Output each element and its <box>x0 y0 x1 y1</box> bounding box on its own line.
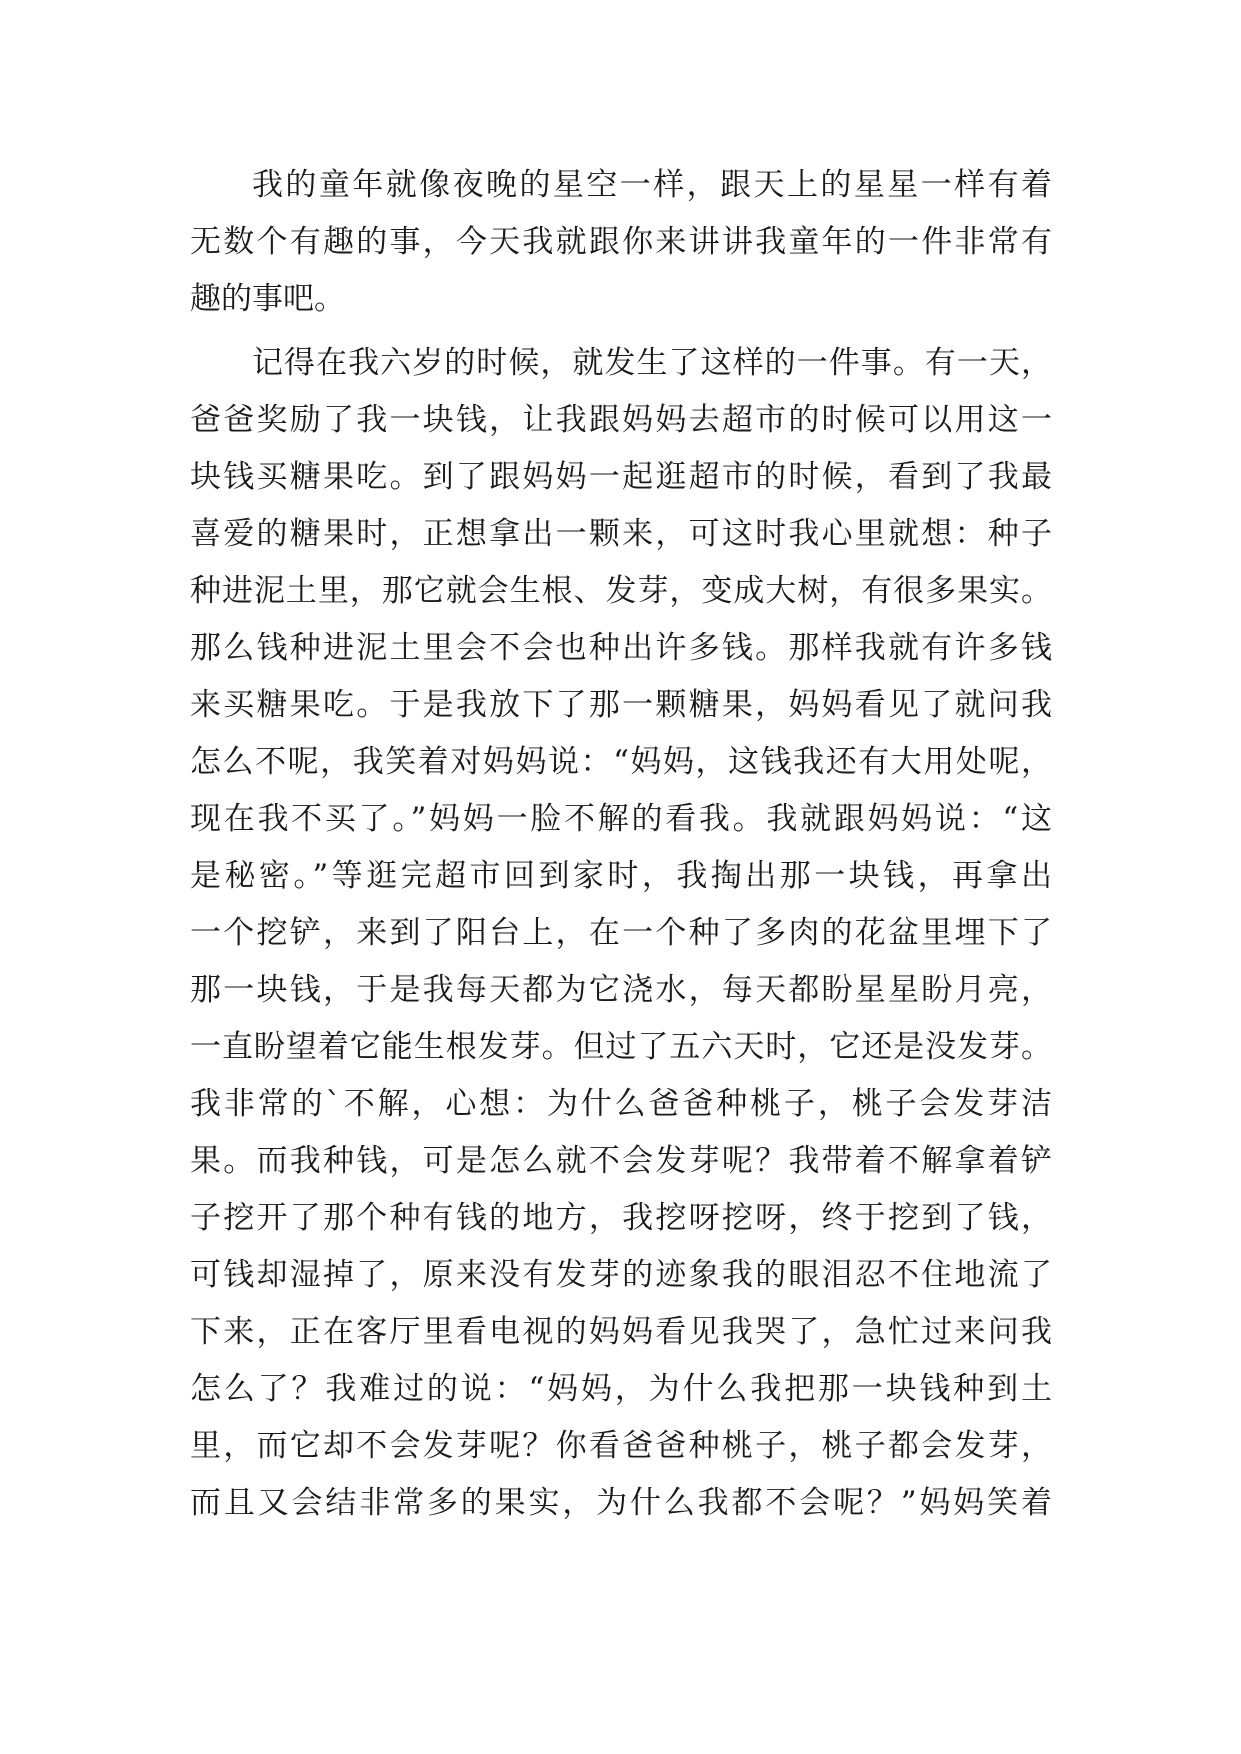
text-line: 那么钱种进泥土里会不会也种出许多钱。那样我就有许多钱 <box>190 630 1052 666</box>
text-line: 那一块钱，于是我每天都为它浇水，每天都盼星星盼月亮， <box>190 972 1052 1008</box>
document-body <box>190 157 1052 1589</box>
text-line: 来买糖果吃。于是我放下了那一颗糖果，妈妈看见了就问我 <box>190 687 1052 723</box>
text-line: 块钱买糖果吃。到了跟妈妈一起逛超市的时候，看到了我最 <box>190 459 1052 495</box>
text-line: 种进泥土里，那它就会生根、发芽，变成大树，有很多果实。 <box>190 573 1052 609</box>
text-line: 怎么了？我难过的说：“妈妈，为什么我把那一块钱种到土 <box>190 1371 1052 1407</box>
text-line: 记得在我六岁的时候，就发生了这样的一件事。有一天， <box>252 345 1052 381</box>
text-line: 无数个有趣的事，今天我就跟你来讲讲我童年的一件非常有 <box>190 224 1052 260</box>
text-line: 子挖开了那个种有钱的地方，我挖呀挖呀，终于挖到了钱， <box>190 1200 1052 1236</box>
text-line: 果。而我种钱，可是怎么就不会发芽呢？我带着不解拿着铲 <box>190 1143 1052 1179</box>
text-line: 一个挖铲，来到了阳台上，在一个种了多肉的花盆里埋下了 <box>190 915 1052 951</box>
text-line: 喜爱的糖果时，正想拿出一颗来，可这时我心里就想：种子 <box>190 516 1052 552</box>
text-line: 一直盼望着它能生根发芽。但过了五六天时，它还是没发芽。 <box>190 1029 1052 1065</box>
text-line: 里，而它却不会发芽呢？你看爸爸种桃子，桃子都会发芽， <box>190 1428 1052 1464</box>
text-line: 趣的事吧。 <box>190 281 345 317</box>
paragraph-2 <box>190 335 1052 1589</box>
text-line: 下来，正在客厅里看电视的妈妈看见我哭了，急忙过来问我 <box>190 1314 1052 1350</box>
text-line: 我的童年就像夜晚的星空一样，跟天上的星星一样有着 <box>252 167 1052 203</box>
paragraph-spacing <box>190 328 1052 335</box>
paragraph-1 <box>190 157 1052 328</box>
text-line: 是秘密。”等逛完超市回到家时，我掏出那一块钱，再拿出 <box>190 858 1052 894</box>
text-line: 爸爸奖励了我一块钱，让我跟妈妈去超市的时候可以用这一 <box>190 402 1052 438</box>
text-line: 而且又会结非常多的果实，为什么我都不会呢？”妈妈笑着 <box>190 1485 1052 1521</box>
text-line: 现在我不买了。”妈妈一脸不解的看我。我就跟妈妈说：“这 <box>190 801 1052 837</box>
text-line: 怎么不呢，我笑着对妈妈说：“妈妈，这钱我还有大用处呢， <box>190 744 1052 780</box>
text-line: 我非常的`不解，心想：为什么爸爸种桃子，桃子会发芽洁 <box>190 1086 1052 1122</box>
text-line: 可钱却湿掉了，原来没有发芽的迹象我的眼泪忍不住地流了 <box>190 1257 1052 1293</box>
text-line <box>190 1532 1052 1589</box>
